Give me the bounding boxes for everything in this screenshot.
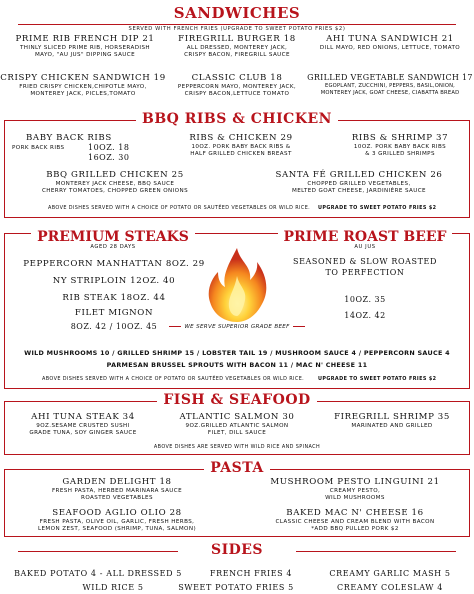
item-name: SEAFOOD AGLIO OLIO 28 [52, 508, 182, 518]
item-name: GARDEN DELIGHT 18 [62, 477, 172, 487]
menu-item [4, 477, 230, 503]
item-desc: ALL DRESSED, MONTEREY JACK, [186, 45, 288, 51]
item-desc: WILD MUSHROOMS [325, 495, 385, 502]
steak-item: PEPPERCORN MANHATTAN 8OZ. 29 [23, 259, 205, 269]
menu-item [4, 508, 230, 534]
item-desc: MONTEREY JACK, GOAT CHEESE, CIABATTA BREAD [320, 90, 460, 97]
side-item: CREAMY GARLIC MASH 5 [329, 569, 451, 578]
item-desc: PEPPERCORN MAYO, MONTEREY JACK, [177, 84, 297, 90]
steak-list [14, 256, 214, 333]
item-desc: 10OZ. PORK BABY BACK RIBS & [191, 144, 291, 150]
item-desc: CHERRY TOMATOES, CHOPPED GREEN ONIONS [41, 188, 189, 195]
item-desc: MELTED GOAT CHEESE, JARDINIÈRE SAUCE [292, 188, 426, 195]
menu-item [240, 508, 470, 534]
item-desc: CRISPY BACON, FIREGRILL SAUCE [184, 52, 290, 59]
ribs-title: BBQ RIBS & CHICKEN [0, 111, 474, 127]
item-desc: GRADE TUNA, SOY GINGER SAUCE [29, 430, 137, 437]
addons-row-1: WILD MUSHROOMS 10 / GRILLED SHRIMP 15 / LOBSTER TAIL 19 / MUSHROOM SAUCE 4 / PEPPERCORN SAUCE 4 [24, 349, 450, 357]
prime-header [270, 226, 460, 245]
item-desc: LEMON ZEST, SEAFOOD (SHRIMP, TUNA, SALMON) [37, 526, 197, 533]
item-name: FIREGRILL BURGER 18 [178, 34, 296, 44]
ribs-note: ABOVE DISHES SERVED WITH A CHOICE OF POTATO OR SAUTÉED VEGETABLES OR WILD RICE. [48, 205, 311, 211]
flame-icon [200, 246, 274, 324]
addon: PEPPERCORN SAUCE 4 [363, 349, 450, 357]
item-name: CRISPY CHICKEN SANDWICH 19 [0, 73, 166, 83]
prime-desc: TO PERFECTION [325, 268, 405, 277]
addons-row-2: PARMESAN BRUSSEL SPROUTS WITH BACON 11 / MAC N' CHEESE 11 [106, 361, 368, 369]
menu-item [306, 73, 474, 98]
addon: WILD MUSHROOMS 10 [24, 349, 110, 357]
menu-item [146, 133, 336, 159]
item-name: RIBS & SHRIMP 37 [351, 133, 449, 143]
menu-item [160, 73, 314, 99]
divider [18, 24, 456, 25]
item-name: CLASSIC CLUB 18 [191, 73, 283, 83]
addon: PARMESAN BRUSSEL SPROUTS WITH BACON 11 [106, 361, 289, 369]
menu-item [316, 412, 468, 430]
item-desc: THINLY SLICED PRIME RIB, HORSERADISH [19, 45, 151, 51]
menu-item [0, 170, 230, 196]
prime-subtitle: AU JUS [354, 244, 376, 250]
item-desc: FRESH PASTA, HERBED MARINARA SAUCE [51, 488, 183, 494]
side-item: BAKED POTATO 4 - ALL DRESSED 5 [14, 569, 182, 578]
sides-title: SIDES [210, 542, 264, 558]
item-desc: 10OZ. PORK BABY BACK RIBS [353, 144, 447, 150]
item-name: AHI TUNA STEAK 34 [31, 412, 135, 422]
menu-item [0, 34, 170, 60]
item-desc: CLASSIC CHEESE AND CREAM BLEND WITH BACON [275, 519, 435, 525]
addon: MAC N' CHEESE 11 [295, 361, 368, 369]
fish-note: ABOVE DISHES ARE SERVED WITH WILD RICE AND SPINACH [153, 444, 321, 450]
menu-item [244, 170, 474, 196]
sandwiches-title: SANDWICHES [173, 4, 301, 22]
menu-item [306, 34, 474, 52]
item-name: ATLANTIC SALMON 30 [179, 412, 295, 422]
side-item: CREAMY COLESLAW 4 [337, 583, 443, 592]
prime-info [270, 256, 460, 324]
item-price: 10OZ. 18 [88, 143, 130, 152]
item-desc: MONTEREY JACK CHEESE, BBQ SAUCE [55, 181, 175, 187]
steaks-title: PREMIUM STEAKS [31, 229, 195, 245]
item-name: RIBS & CHICKEN 29 [189, 133, 293, 143]
item-desc: FRIED CRISPY CHICKEN,CHIPOTLE MAYO, [19, 84, 147, 90]
item-name: BAKED MAC N' CHEESE 16 [286, 508, 424, 518]
prime-title: PRIME ROAST BEEF [278, 229, 453, 245]
steaks-upgrade-note: UPGRADE TO SWEET POTATO FRIES $2 [318, 376, 437, 382]
item-name: PRIME RIB FRENCH DIP 21 [15, 34, 155, 44]
menu-item [160, 34, 314, 60]
menu-item [12, 133, 156, 162]
item-name: MUSHROOM PESTO LINGUINI 21 [270, 477, 440, 487]
item-desc: CRISPY BACON,LETTUCE TOMATO [184, 91, 290, 98]
menu-item [162, 412, 312, 438]
addon: MUSHROOM SAUCE 4 [275, 349, 357, 357]
addon: LOBSTER TAIL 19 [202, 349, 268, 357]
steak-item: RIB STEAK 18OZ. 44 [62, 293, 166, 303]
item-desc: EGOPLANT, ZUCCHINI, PEPPERS, BASIL,ONION, [324, 83, 456, 89]
item-name: GRILLED VEGETABLE SANDWICH 17 [307, 73, 473, 82]
menu-item [8, 412, 158, 438]
item-name: FIREGRILL SHRIMP 35 [334, 412, 450, 422]
item-desc: *ADD BBQ PULLED PORK $2 [311, 526, 399, 533]
pasta-title: PASTA [0, 460, 474, 476]
ribs-upgrade-note: UPGRADE TO SWEET POTATO FRIES $2 [318, 205, 437, 211]
item-desc: 9OZ.SESAME CRUSTED SUSHI [36, 423, 130, 429]
item-desc: MARINATED AND GRILLED [351, 423, 433, 429]
steaks-note: ABOVE DISHES SERVED WITH A CHOICE OF POTATO OR SAUTÉED VEGETABLES OR WILD RICE. [42, 376, 305, 382]
side-item: SWEET POTATO FRIES 5 [178, 583, 294, 592]
steak-prices: 8OZ. 42 / 10OZ. 45 [70, 322, 158, 331]
beef-tagline: WE SERVE SUPERIOR GRADE BEEF [160, 324, 314, 330]
menu-item [0, 73, 166, 99]
item-desc: CREAMY PESTO, [329, 488, 381, 494]
item-price: 16OZ. 30 [88, 153, 130, 162]
steaks-subtitle: AGED 28 DAYS [90, 244, 136, 250]
item-name: AHI TUNA SANDWICH 21 [326, 34, 454, 44]
item-desc: ROASTED VEGETABLES [81, 495, 153, 502]
addon: GRILLED SHRIMP 15 [117, 349, 195, 357]
item-desc: MAYO, "AU JUS" DIPPING SAUCE [34, 52, 136, 59]
prime-price: 14OZ. 42 [344, 311, 386, 320]
menu-item [330, 133, 470, 159]
item-desc: & 3 GRILLED SHRIMPS [365, 151, 435, 158]
side-item: FRENCH FRIES 4 [209, 569, 293, 578]
item-desc: 9OZ.GRILLED ATLANTIC SALMON [185, 423, 289, 429]
prime-price: 10OZ. 35 [344, 295, 386, 304]
item-name: BABY BACK RIBS [26, 133, 112, 143]
item-desc: PORK BACK RIBS [12, 145, 65, 151]
item-desc: DILL MAYO, RED ONIONS, LETTUCE, TOMATO [319, 45, 461, 51]
side-item: WILD RICE 5 [82, 583, 144, 592]
item-desc: HALF GRILLED CHICKEN BREAST [190, 151, 292, 158]
steak-item: NY STRIPLOIN 12OZ. 40 [52, 276, 176, 286]
steak-item: FILET MIGNON [74, 308, 154, 318]
item-name: SANTA FÉ GRILLED CHICKEN 26 [275, 170, 443, 180]
item-desc: FILET, DILL SAUCE [207, 430, 267, 437]
item-desc: FRESH PASTA, OLIVE OIL, GARLIC, FRESH HERBS, [39, 519, 195, 525]
item-desc: MONTEREY JACK, PICLES,TOMATO [30, 91, 136, 98]
prime-desc: SEASONED & SLOW ROASTED [293, 257, 437, 266]
steaks-header [18, 226, 208, 245]
item-desc: CHOPPED GRILLED VEGETABLES, [307, 181, 411, 187]
menu-item [240, 477, 470, 503]
sandwiches-subtitle: SERVED WITH FRENCH FRIES (UPGRADE TO SWEET POTATO FRIES $2) [128, 26, 346, 32]
fish-title: FISH & SEAFOOD [0, 392, 474, 408]
item-name: BBQ GRILLED CHICKEN 25 [46, 170, 184, 180]
